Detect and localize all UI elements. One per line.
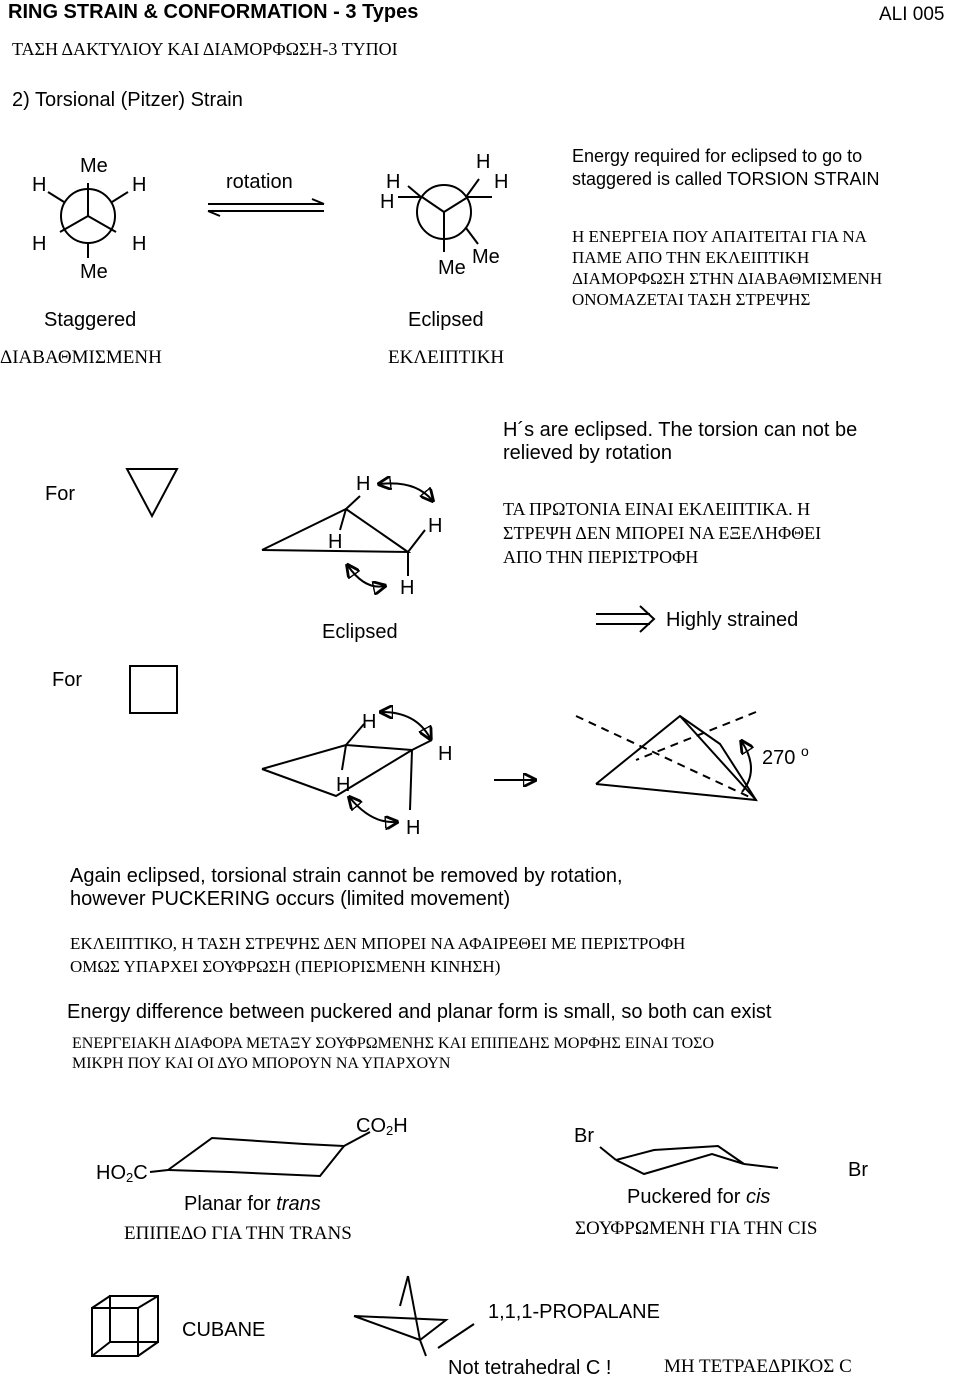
staggered-upper-right: H <box>132 174 147 196</box>
puckered-cis: cis <box>745 1186 771 1208</box>
not-tetrahedral-greek: ΜΗ ΤΕΤΡΑΕΔΡΙΚΟΣ C <box>664 1356 852 1377</box>
staggered-label: Staggered <box>44 309 137 331</box>
cyclobutane-h2: H <box>336 774 351 796</box>
eclipsed-label: Eclipsed <box>408 309 484 331</box>
staggered-top: Me <box>80 155 108 177</box>
torsion-greek-line3: ΔΙΑΜΟΡΦΩΣΗ ΣΤΗΝ ΔΙΑΒΑΘΜΙΣΜΕΝΗ <box>572 269 883 288</box>
torsion-greek-line4: ΟΝΟΜΑΖΕΤΑΙ ΤΑΣΗ ΣΤΡΕΨΗΣ <box>572 290 811 309</box>
staggered-lower-left: H <box>32 233 47 255</box>
rotation-label: rotation <box>226 171 293 193</box>
br-label-1: Br <box>574 1125 594 1147</box>
energy-difference-note: Energy difference between puckered and planar form is small, so both can exist <box>67 1001 772 1023</box>
torsion-description-line1: Energy required for eclipsed to go to <box>572 146 863 166</box>
page-title-greek: ΤΑΣΗ ΔΑΚΤΥΛΙΟΥ ΚΑΙ ΔΙΑΜΟΡΦΩΣΗ-3 ΤΥΠΟΙ <box>12 39 398 59</box>
puckered-ring <box>600 1146 778 1174</box>
eclipsed-newman-projection <box>398 179 492 252</box>
propalane-label: 1,1,1-PROPALANE <box>488 1301 660 1323</box>
cyclobutane-3d <box>262 712 432 822</box>
cyclopropane-note-line2: relieved by rotation <box>503 442 672 464</box>
cyclopropane-eclipsed-label: Eclipsed <box>322 621 398 643</box>
cyclopropane-greek-line3: ΑΠΟ ΤΗΝ ΠΕΡΙΣΤΡΟΦΗ <box>503 547 699 567</box>
page-title: RING STRAIN & CONFORMATION - 3 Types <box>8 1 419 23</box>
cyclobutane-greek-line2: ΟΜΩΣ ΥΠΑΡΧΕΙ ΣΟΥΦΡΩΣΗ (ΠΕΡΙΟΡΙΣΜΕΝΗ ΚΙΝΗΣΗ) <box>70 957 501 976</box>
cyclopropane-h2: H <box>328 531 343 553</box>
cyclopropane-greek-line1: ΤΑ ΠΡΩΤΟΝΙΑ ΕΙΝΑΙ ΕΚΛΕΙΠΤΙΚΑ. Η <box>503 499 811 519</box>
torsion-greek-line2: ΠΑΜΕ ΑΠΟ ΤΗΝ ΕΚΛΕΙΠΤΙΚΗ <box>572 248 810 267</box>
angle-degree: o <box>800 743 809 759</box>
not-tetrahedral-label: Not tetrahedral C ! <box>448 1357 612 1379</box>
cyclopropane-greek-line2: ΣΤΡΕΨΗ ΔΕΝ ΜΠΟΡΕΙ ΝΑ ΕΞΕΛΗΦΘΕΙ <box>503 523 822 543</box>
propalane-drawing <box>354 1276 474 1356</box>
eclipsed-me-bottom: Me <box>438 257 466 279</box>
co2h-h: H <box>393 1115 408 1137</box>
planar-ring <box>150 1132 370 1176</box>
energy-greek-line2: ΜΙΚΡΗ ΠΟΥ ΚΑΙ ΟΙ ΔΥΟ ΜΠΟΡΟΥΝ ΝΑ ΥΠΑΡΧΟΥΝ <box>72 1055 451 1072</box>
cyclopropane-h1: H <box>356 473 371 495</box>
cubane-label: CUBANE <box>182 1319 266 1341</box>
ho2c-label <box>96 1163 148 1184</box>
page-code: ALI 005 <box>879 4 945 25</box>
cyclobutane-note-line2: however PUCKERING occurs (limited movement) <box>70 888 511 910</box>
eclipsed-h-left: H <box>386 171 401 193</box>
cyclopropane-h3: H <box>428 515 443 537</box>
eclipsed-me-right: Me <box>472 246 500 268</box>
planar-prefix: Planar for <box>184 1193 277 1215</box>
co2h-label <box>356 1116 408 1137</box>
co2h-sub: 2 <box>386 1123 394 1138</box>
energy-greek-line1: ΕΝΕΡΓΕΙΑΚΗ ΔΙΑΦΟΡΑ ΜΕΤΑΞΥ ΣΟΥΦΡΩΜΕΝΗΣ ΚΑΙ ΕΠΙΠΕΔΗΣ ΜΟΡΦΗΣ ΕΙΝΑΙ ΤΟΣΟ <box>72 1035 714 1052</box>
eclipsed-h-left2: H <box>380 191 395 213</box>
cyclobutane-h4: H <box>406 817 421 839</box>
puckered-cis-label <box>627 1187 770 1207</box>
eclipsed-h-right: H <box>494 171 509 193</box>
cyclobutane-note-line1: Again eclipsed, torsional strain cannot be removed by rotation, <box>70 865 623 887</box>
cyclobutane-h3: H <box>438 743 453 765</box>
eclipsed-label-greek: ΕΚΛΕΙΠΤΙΚΗ <box>388 347 505 368</box>
planar-trans: trans <box>276 1193 321 1215</box>
staggered-label-greek: ΔΙΑΒΑΘΜΙΣΜΕΝΗ <box>0 347 162 368</box>
ho2c-c: C <box>133 1162 148 1184</box>
cyclobutane-square <box>130 666 177 713</box>
section-heading: 2) Torsional (Pitzer) Strain <box>12 89 243 111</box>
cyclopropane-triangle <box>127 469 177 516</box>
puckered-cyclobutane <box>576 712 756 800</box>
cyclopropane-note-line1: H´s are eclipsed. The torsion can not be <box>503 419 858 441</box>
cubane-drawing <box>92 1296 158 1356</box>
staggered-newman-projection <box>48 183 128 258</box>
eclipsed-h-top: H <box>476 151 491 173</box>
implies-arrow <box>596 606 654 632</box>
staggered-bottom: Me <box>80 261 108 283</box>
cyclopropane-3d <box>262 483 432 586</box>
cyclopropane-h4: H <box>400 577 415 599</box>
staggered-upper-left: H <box>32 174 47 196</box>
ho2c-ho: HO <box>96 1162 126 1184</box>
planar-trans-greek: ΕΠΙΠΕΔΟ ΓΙΑ ΤΗΝ TRANS <box>124 1223 352 1244</box>
rotation-equilibrium-arrows <box>208 199 324 216</box>
highly-strained-label: Highly strained <box>666 609 799 631</box>
cyclopropane-for-label: For <box>45 483 75 505</box>
cyclobutane-h1: H <box>362 711 377 733</box>
co2h-co: CO <box>356 1115 386 1137</box>
planar-trans-label <box>184 1194 321 1214</box>
puckered-prefix: Puckered for <box>627 1186 746 1208</box>
cyclobutane-for-label: For <box>52 669 82 691</box>
br-label-2: Br <box>848 1159 868 1181</box>
staggered-lower-right: H <box>132 233 147 255</box>
torsion-greek-line1: Η ΕΝΕΡΓΕΙΑ ΠΟΥ ΑΠΑΙΤΕΙΤΑΙ ΓΙΑ ΝΑ <box>572 227 867 246</box>
puckered-cis-greek: ΣΟΥΦΡΩΜΕΝΗ ΓΙΑ ΤΗΝ CIS <box>575 1218 818 1239</box>
angle-label <box>762 744 809 768</box>
angle-value: 270 <box>762 747 796 769</box>
ho2c-sub: 2 <box>126 1170 134 1185</box>
torsion-description-line2: staggered is called TORSION STRAIN <box>572 169 880 189</box>
cyclobutane-greek-line1: ΕΚΛΕΙΠΤΙΚΟ, Η ΤΑΣΗ ΣΤΡΕΨΗΣ ΔΕΝ ΜΠΟΡΕΙ ΝΑ ΑΦΑΙΡΕΘΕΙ ΜΕ ΠΕΡΙΣΤΡΟΦΗ <box>70 934 686 953</box>
